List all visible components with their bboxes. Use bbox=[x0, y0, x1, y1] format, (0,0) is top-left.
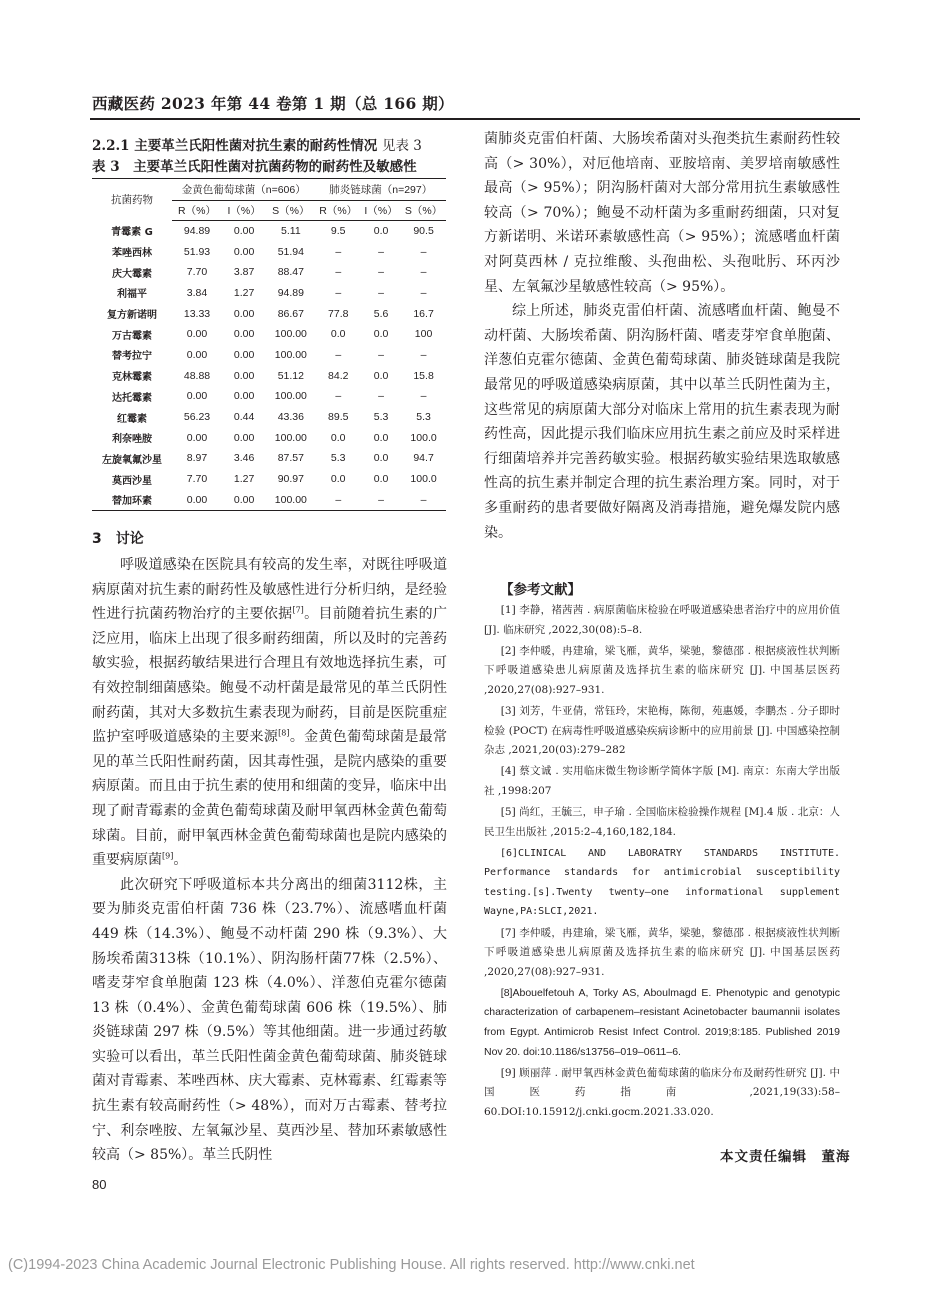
value-cell: 90.97 bbox=[277, 473, 304, 486]
table-row bbox=[92, 469, 446, 490]
discussion-paragraph-2: 此次研究下呼吸道标本共分离出的细菌3112株，主要为肺炎克雷伯杆菌 736 株（23.7%）、流感嗜血杆菌 449 株（14.3%）、鲍曼不动杆菌 290 株（9.3%）、大肠埃希菌313株（10.1%）、阴沟肠杆菌77株（2.5%）、嗜麦芽窄食单胞菌 123 株（4.0%）、洋葱伯克霍尔德菌 13 株（0.4%）、金黄色葡萄球菌 606 株（19.5%）、肺炎链球菌 297 株（9.5%）等其他细菌。进一步通过药敏实验可以看出，革兰氏阳性菌金黄色葡萄球菌、肺炎链球菌对青霉素、苯唑西林、庆大霉素、克林霉素、红霉素等抗生素有较高耐药性（> 48%），而对万古霉素、替考拉宁、利奈唑胺、左氧氟沙星、莫西沙星、替加环素敏感性较高（> 85%）。革兰氏阴性 bbox=[92, 876, 447, 1164]
value-cell: 0.0 bbox=[373, 369, 389, 382]
value-cell: 51.12 bbox=[277, 369, 304, 382]
value-cell: 94.89 bbox=[277, 286, 304, 299]
value-cell: – bbox=[335, 266, 342, 279]
value-cell: 0.00 bbox=[233, 225, 255, 238]
value-cell: 8.97 bbox=[186, 452, 208, 465]
value-cell: – bbox=[335, 245, 342, 258]
drug-name-cell: 青霉素 G bbox=[111, 227, 153, 239]
drug-name-cell: 替考拉宁 bbox=[112, 351, 152, 363]
value-cell: 0.00 bbox=[222, 489, 266, 510]
header-rule bbox=[90, 118, 860, 120]
reference-item: [9] 顾丽萍 . 耐甲氧西林金黄色葡萄球菌的临床分布及耐药性研究 [J]. 中国医药指南 ,2021,19(33):58–60.DOI:10.15912/j.cnki.gocm.2021.33.020. bbox=[484, 1066, 840, 1118]
drug-name-cell: 左旋氧氟沙星 bbox=[102, 454, 162, 466]
value-cell: – bbox=[420, 286, 427, 299]
value-cell: 0.0 bbox=[373, 452, 389, 465]
table-row bbox=[92, 407, 446, 428]
drug-name-cell: 达托霉素 bbox=[112, 392, 152, 404]
table-row bbox=[92, 324, 446, 345]
value-cell: 51.93 bbox=[183, 245, 211, 258]
references-list bbox=[484, 601, 840, 1124]
value-cell: 43.36 bbox=[277, 411, 304, 424]
table-row bbox=[92, 386, 446, 407]
value-cell: 100.00 bbox=[274, 348, 307, 361]
value-cell: – bbox=[378, 348, 384, 361]
reference-item: [7] 李仲暖，冉建瑜，梁飞雁，黄华，梁驰，黎德邵 . 根据痰液性状判断下呼吸道感染患儿病原菌及选择抗生素的临床研究 [J]. 中国基层医药 ,2020,27(08):927–931. bbox=[484, 926, 840, 978]
value-cell: 77.8 bbox=[328, 307, 349, 320]
value-cell: – bbox=[401, 489, 446, 510]
value-cell: 94.7 bbox=[413, 452, 434, 465]
citation-8: [8] bbox=[278, 728, 290, 738]
value-cell: 86.67 bbox=[277, 307, 304, 320]
table-row bbox=[92, 241, 446, 262]
value-cell: 100.0 bbox=[410, 431, 437, 444]
value-cell: 9.5 bbox=[330, 225, 346, 238]
subheader-cell: I（%） bbox=[361, 201, 401, 221]
p1-part-a: 呼吸道感染在医院具有较高的发生率，对既往呼吸道病原菌对抗生素的耐药性及敏感性进行分析归纳，是经验性进行抗菌药物治疗的主要依据 bbox=[92, 557, 447, 623]
table-row bbox=[92, 448, 446, 469]
value-cell: 0.00 bbox=[233, 328, 255, 341]
value-cell: – bbox=[335, 390, 342, 403]
section-3-heading: 3 讨论 bbox=[92, 531, 144, 547]
table-row bbox=[92, 283, 446, 304]
copyright-footer: (C)1994-2023 China Academic Journal Electronic Publishing House. All rights reserved. http://www.cnki.net bbox=[8, 1257, 695, 1273]
value-cell: 3.87 bbox=[233, 266, 255, 279]
value-cell: 48.88 bbox=[183, 369, 211, 382]
value-cell: – bbox=[420, 348, 427, 361]
value-cell: 0.0 bbox=[330, 328, 346, 341]
subheader-cell: S（%） bbox=[401, 201, 446, 221]
table-row bbox=[92, 345, 446, 366]
right-column-text bbox=[484, 127, 840, 545]
page-number: 80 bbox=[92, 1177, 107, 1192]
section-2-2-1-heading bbox=[92, 134, 422, 154]
value-cell: 100.0 bbox=[410, 473, 437, 486]
reference-item: [4] 蔡文诚 . 实用临床微生物诊断学简体字版 [M]. 南京：东南大学出版社 ,1998:207 bbox=[484, 765, 840, 797]
table-row bbox=[92, 365, 446, 386]
value-cell: 94.89 bbox=[183, 225, 211, 238]
discussion-paragraph-continued: 菌肺炎克雷伯杆菌、大肠埃希菌对头孢类抗生素耐药性较高（> 30%），对厄他培南、亚胺培南、美罗培南敏感性最高（> 95%）；阴沟肠杆菌对大部分常用抗生素敏感性较高（> 70%）；鲍曼不动杆菌为多重耐药细菌，只对复方新诺明、米诺环素敏感性高（> 95%）；流感嗜血杆菌对阿莫西林 / 克拉维酸、头孢曲松、头孢吡肟、环丙沙星、左氧氟沙星敏感性较高（> 95%）。 bbox=[484, 131, 840, 295]
table-row bbox=[92, 489, 446, 510]
value-cell: 3.46 bbox=[233, 452, 255, 465]
value-cell: 0.00 bbox=[172, 489, 222, 510]
value-cell: 5.11 bbox=[281, 225, 301, 238]
value-cell: 87.57 bbox=[277, 452, 304, 465]
left-column-text bbox=[92, 553, 447, 1168]
citation-7: [7] bbox=[292, 605, 304, 615]
citation-9: [9] bbox=[162, 851, 174, 861]
summary-paragraph: 综上所述，肺炎克雷伯杆菌、流感嗜血杆菌、鲍曼不动杆菌、大肠埃希菌、阴沟肠杆菌、嗜麦芽窄食单胞菌、洋葱伯克霍尔德菌、金黄色葡萄球菌、肺炎链球菌是我院最常见的呼吸道感染病原菌，其中以革兰氏阴性菌为主，这些常见的病原菌大部分对临床上常用的抗生素表现为耐药性高，因此提示我们临床应用抗生素之前应及时采样进行细菌培养并完善药敏实验。根据药敏实验结果选取敏感性高的抗生素并制定合理的抗生素治理方案。同时，对于多重耐药的患者要做好隔离及消毒措施，避免爆发院内感染。 bbox=[484, 303, 840, 541]
value-cell: 0.00 bbox=[186, 431, 208, 444]
value-cell: 0.0 bbox=[330, 473, 346, 486]
value-cell: – bbox=[420, 245, 427, 258]
value-cell: 100 bbox=[414, 328, 433, 341]
p1-part-b: 。目前随着抗生素的广泛应用，临床上出现了很多耐药细菌，所以及时的完善药敏实验，根据药敏结果进行合理且有效地选择抗生素，可有效控制细菌感染。鲍曼不动杆菌是最常见的革兰氏阴性耐药菌，其对大多数抗生素表现为耐药，目前是医院重症监护室呼吸道感染的主要来源 bbox=[92, 606, 448, 746]
reference-item: [8]Abouelfetouh A, Torky AS, Aboulmagd E. Phenotypic and genotypic characterization of carbapenem–resistant Acinetobacter baumannii isolates from Egypt. Antimicrob Resist Infect Control. 2019;8:185. Published 2019 Nov 20. doi:10.1186/s13756–019–0611–6. bbox=[484, 986, 840, 1058]
value-cell: 0.0 bbox=[373, 328, 389, 341]
group-strep-header: 肺炎链球菌（n=297） bbox=[316, 179, 447, 201]
subheader-cell: R（%） bbox=[172, 201, 222, 221]
drug-name-cell: 复方新诺明 bbox=[107, 310, 157, 322]
table-row bbox=[92, 262, 446, 283]
value-cell: 5.3 bbox=[416, 411, 431, 424]
value-cell: 100.00 bbox=[274, 328, 307, 341]
drug-name-cell: 苯唑西林 bbox=[112, 248, 152, 260]
subheader-cell: R（%） bbox=[316, 201, 361, 221]
value-cell: – bbox=[335, 286, 342, 299]
section-heading-text: 2.2.1 主要革兰氏阳性菌对抗生素的耐药性情况 bbox=[92, 138, 378, 154]
drug-name-cell: 利奈唑胺 bbox=[112, 434, 152, 446]
value-cell: 0.00 bbox=[233, 369, 255, 382]
value-cell: 0.00 bbox=[186, 390, 208, 403]
value-cell: – bbox=[378, 390, 384, 403]
value-cell: 56.23 bbox=[183, 411, 211, 424]
value-cell: – bbox=[316, 489, 361, 510]
value-cell: 0.0 bbox=[373, 473, 389, 486]
drug-name-cell: 替加环素 bbox=[92, 489, 172, 510]
section-heading-tail: 见表 3 bbox=[381, 138, 422, 154]
p1-part-c: 。金黄色葡萄球菌是最常见的革兰氏阳性耐药菌，因其毒性强，是院内感染的重要病原菌。而且由于抗生素的使用和细菌的变异，临床中出现了耐青霉素的金黄色葡萄球菌及耐甲氧西林金黄色葡萄球菌。目前，耐甲氧西林金黄色葡萄球菌也是院内感染的重要病原菌 bbox=[92, 729, 448, 869]
reference-item: [5] 尚红，王毓三，申子瑜 . 全国临床检验操作规程 [M].4 版 . 北京：人民卫生出版社 ,2015:2–4,160,182,184. bbox=[484, 805, 840, 838]
drug-name-cell: 红霉素 bbox=[117, 413, 147, 425]
drug-name-cell: 克林霉素 bbox=[112, 372, 152, 384]
table-3-caption: 表 3 主要革兰氏阳性菌对抗菌药物的耐药性及敏感性 bbox=[92, 159, 417, 175]
p1-part-d: 。 bbox=[173, 852, 188, 869]
value-cell: 100.00 bbox=[274, 390, 307, 403]
responsible-editor: 本文责任编辑 董海 bbox=[720, 1149, 851, 1165]
value-cell: 5.3 bbox=[330, 452, 346, 465]
reference-item: [2] 李仲暖，冉建瑜，梁飞雁，黄华，梁驰，黎德邵 . 根据痰液性状判断下呼吸道感染患儿病原菌及选择抗生素的临床研究 [J]. 中国基层医药 ,2020,27(08):927–931. bbox=[484, 644, 840, 696]
value-cell: 88.47 bbox=[277, 266, 304, 279]
reference-item: [6]CLINICAL AND LABORATRY STANDARDS INSTITUTE. Performance standards for antimicrobial susceptibility testing.[s].Twenty twenty–one informational supplement Wayne,PA:SLCI,2021. bbox=[484, 847, 840, 918]
value-cell: 0.00 bbox=[233, 245, 255, 258]
table-row bbox=[92, 221, 446, 242]
subheader-cell: I（%） bbox=[222, 201, 266, 221]
value-cell: – bbox=[361, 489, 401, 510]
table-row bbox=[92, 303, 446, 324]
value-cell: 0.00 bbox=[233, 390, 255, 403]
value-cell: 0.00 bbox=[233, 348, 255, 361]
references-title: 【参考文献】 bbox=[500, 582, 581, 598]
value-cell: 13.33 bbox=[183, 307, 211, 320]
value-cell: 90.5 bbox=[413, 225, 434, 238]
value-cell: 0.44 bbox=[233, 411, 255, 424]
value-cell: 100.00 bbox=[274, 431, 307, 444]
value-cell: 0.00 bbox=[233, 307, 255, 320]
value-cell: 51.94 bbox=[277, 245, 304, 258]
value-cell: 5.6 bbox=[373, 307, 389, 320]
value-cell: – bbox=[420, 266, 427, 279]
value-cell: 0.0 bbox=[373, 225, 389, 238]
group-staph-header: 金黄色葡萄球菌（n=606） bbox=[172, 179, 316, 201]
drug-column-header: 抗菌药物 bbox=[111, 194, 153, 207]
drug-name-cell: 万古霉素 bbox=[112, 330, 152, 342]
value-cell: – bbox=[420, 390, 427, 403]
value-cell: 0.00 bbox=[186, 348, 208, 361]
value-cell: 3.84 bbox=[186, 286, 208, 299]
value-cell: 7.70 bbox=[186, 266, 208, 279]
subheader-cell: S（%） bbox=[266, 201, 315, 221]
reference-item: [3] 刘芳，牛亚倩，常钰玲，宋艳梅，陈彻，苑惠媛，李鹏杰 . 分子即时检验 (POCT) 在病毒性呼吸道感染疾病诊断中的应用前景 [J]. 中国感染控制杂志 ,2021,20(03):279–282 bbox=[484, 704, 840, 757]
value-cell: 0.00 bbox=[186, 328, 208, 341]
journal-header: 西藏医药 2023 年第 44 卷第 1 期（总 166 期） bbox=[92, 94, 454, 113]
table-3 bbox=[92, 178, 446, 511]
value-cell: 84.2 bbox=[328, 369, 349, 382]
drug-name-cell: 莫西沙星 bbox=[112, 475, 152, 487]
value-cell: 15.8 bbox=[413, 369, 434, 382]
value-cell: – bbox=[378, 266, 384, 279]
value-cell: 1.27 bbox=[233, 473, 255, 486]
value-cell: – bbox=[335, 348, 342, 361]
value-cell: 1.27 bbox=[233, 286, 255, 299]
table-body bbox=[92, 221, 446, 511]
value-cell: – bbox=[378, 245, 384, 258]
table-row bbox=[92, 427, 446, 448]
value-cell: 7.70 bbox=[186, 473, 208, 486]
discussion-paragraph-1 bbox=[92, 553, 447, 873]
value-cell: 89.5 bbox=[328, 411, 349, 424]
value-cell: 16.7 bbox=[413, 307, 434, 320]
value-cell: – bbox=[378, 286, 384, 299]
value-cell: 0.0 bbox=[330, 431, 346, 444]
value-cell: 0.00 bbox=[233, 431, 255, 444]
value-cell: 5.3 bbox=[373, 411, 389, 424]
reference-item: [1] 李静，褚茜茜 . 病原菌临床检验在呼吸道感染患者治疗中的应用价值 [J]. 临床研究 ,2022,30(08):5–8. bbox=[484, 604, 840, 636]
value-cell: 0.0 bbox=[373, 431, 389, 444]
value-cell: 100.00 bbox=[266, 489, 315, 510]
drug-name-cell: 利福平 bbox=[117, 289, 147, 301]
drug-name-cell: 庆大霉素 bbox=[112, 268, 152, 280]
